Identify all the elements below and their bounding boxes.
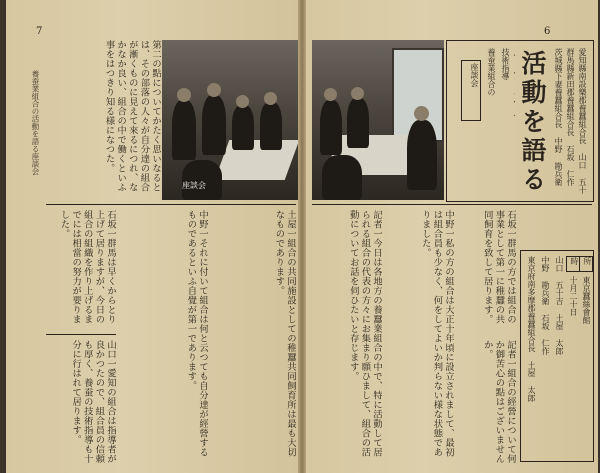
attendees-a: 中野 勘兵衛 石坂 仁作	[541, 256, 550, 355]
photo-caption: 座談会	[182, 181, 206, 190]
right-text-col-b: 中野一私の方の組合は大正十年頃に設立されまして、最初は組合員も少なく、何をしてよいか判らない様な状態でありました。	[419, 210, 454, 457]
participant-line-3: 愛知縣南設樂郡養蠶組合長 山口 五十	[578, 48, 587, 194]
right-text-col-c: 石坂一群馬の方では組合の事業として第一に稚蠶の共同飼育を致して居ります。	[481, 210, 516, 324]
participant-line-2: 群馬縣新田郡養蠶組合長 石坂 仁作	[566, 48, 575, 186]
right-page	[306, 0, 598, 473]
meeting-photo-left	[162, 40, 298, 200]
book-spread	[6, 0, 598, 473]
left-page	[6, 0, 298, 473]
subtitle-b: 技術指導	[501, 48, 510, 80]
feature-tag: 座談会	[461, 60, 481, 121]
right-text-col-a: 記者一今日は各地方の養蠶業組合の中で、特に活動して居られる組合の代表の方々にお集まり願ひまして、組合の活動についてお話を伺ひたいと存じます。	[347, 210, 382, 457]
left-text-col-lower-c: 土屋一組合の共同施設としての稚蠶共同飼育所は最も大切なものであります。	[273, 210, 296, 457]
left-running-header: 養蚕業組合の活動を語る座談会	[31, 70, 40, 175]
article-title: 活動を語る	[518, 50, 547, 195]
left-text-col-lower-a: 石坂一群馬は早くからとり上げて居りますが、今日の組合の組織を作り上げるまでには相當の努力が要りました。	[58, 210, 116, 324]
attendees-b: 山口 五十吉 土屋 太郎	[555, 256, 564, 355]
left-page-number: 7	[36, 26, 43, 37]
participant-line-4: 東京府南多摩郡養蠶組合長 土屋 太郎	[527, 256, 536, 402]
right-page-number: 6	[544, 26, 551, 37]
date-value: 十月二十日	[569, 276, 578, 316]
book-gutter	[298, 0, 306, 473]
left-text-col-upper-a: 第二の點についてかたく思いなるとは、その部落の人々が自分達の組合が漸くものに見えて來るにつれ、なかなか良い、組合の中で働くといふ事をはつきり知る様になつた。	[103, 40, 161, 192]
participant-line-1: 茨城縣下妻養蠶組合長 中野 勘兵衛	[554, 48, 563, 186]
place-value: 東京蠶絲會館	[582, 276, 591, 324]
right-horizontal-rule	[312, 204, 592, 205]
subtitle-a: 養蚕業組合の	[487, 48, 496, 96]
date-label: 時	[566, 256, 580, 272]
place-label: 所	[579, 256, 593, 272]
right-text-col-d: 記者一組合の經營について何か御苦心の點はございませんか。	[481, 340, 516, 464]
left-text-col-lower-b: 中野一それに付いて組合は何と云つても自分達が經營するものであるといふ自覺が第一であります。	[185, 210, 208, 457]
meeting-photo-right	[312, 40, 444, 200]
left-small-rule	[46, 334, 116, 335]
left-text-col-bottom: 山口一愛知の組合は指導者が良かつたので、組合員の信頼も厚く、養蚕の技術指導も十分に行はれて居ります。	[70, 340, 116, 464]
left-horizontal-rule	[46, 204, 296, 205]
